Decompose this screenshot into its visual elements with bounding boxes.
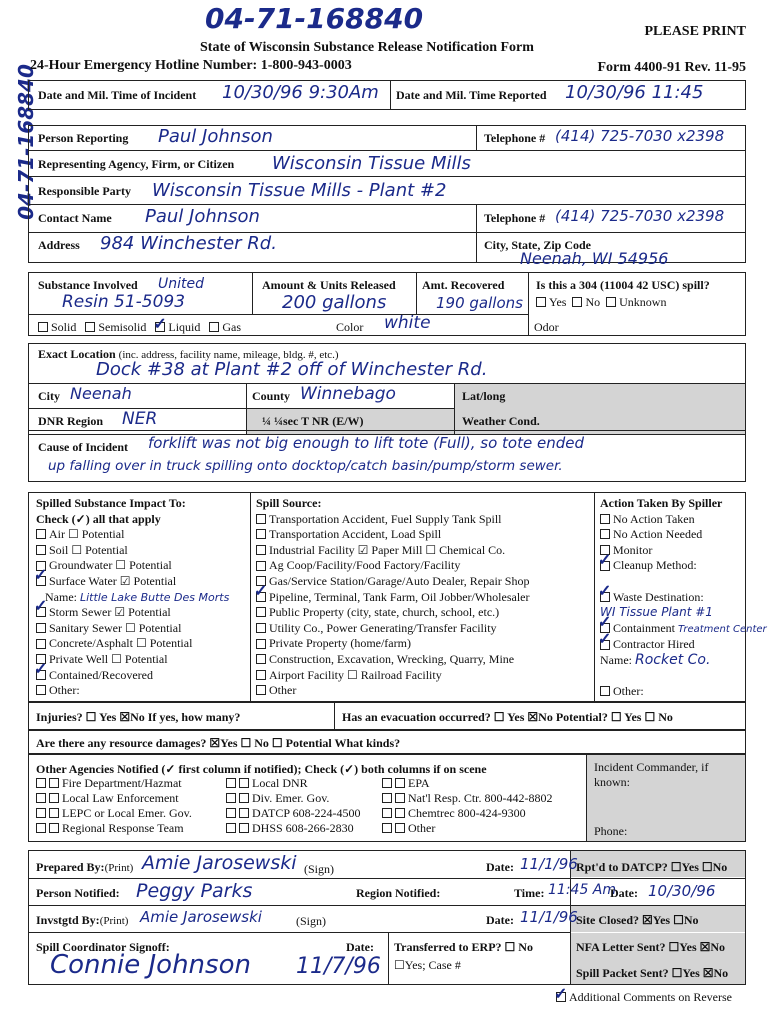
resource-damage-question[interactable]: Are there any resource damages? ☒Yes ☐ No ☐ Potential What kinds? (36, 736, 401, 750)
impact-soil[interactable]: Soil ☐ Potential (36, 543, 229, 559)
prepared-sign-label: (Sign) (304, 862, 334, 876)
impact-sanitary-sewer[interactable]: Sanitary Sewer ☐ Potential (36, 621, 229, 637)
hotline-number: 24-Hour Emergency Hotline Number: 1-800-943-0003 (30, 58, 352, 73)
region-notified-label: Region Notified: (356, 886, 441, 900)
city-state-zip-label: City, State, Zip Code (484, 238, 592, 252)
source-item[interactable]: Industrial Facility ☑ Paper Mill ☐ Chemical Co. (256, 543, 529, 559)
spill-packet[interactable]: Spill Packet Sent? ☐Yes ☒No (576, 966, 729, 980)
exact-location-label: Exact Location (inc. address, facility name, mileage, bldg. #, etc.) (38, 347, 339, 361)
gas-checkbox[interactable] (209, 322, 219, 332)
investigated-date-value[interactable]: 11/1/96 (520, 908, 578, 926)
transferred-erp[interactable]: Transferred to ERP? ☐ No (394, 940, 533, 954)
person-notified-value[interactable]: Peggy Parks (136, 880, 253, 902)
impact-private-well[interactable]: Private Well ☐ Potential (36, 652, 229, 668)
solid-checkbox[interactable] (38, 322, 48, 332)
action-item[interactable]: No Action Needed (600, 527, 767, 543)
telephone-value[interactable]: (414) 725-7030 x2398 (555, 127, 725, 145)
responsible-party-label: Responsible Party (38, 184, 131, 198)
incident-date-label: Date and Mil. Time of Incident (38, 88, 197, 102)
cause-line-1[interactable]: forklift was not big enough to lift tote (Full), so tote ended (148, 434, 584, 452)
time-value[interactable]: 11:45 Am (548, 882, 617, 898)
county-value[interactable]: Winnebago (300, 384, 396, 404)
investigated-by-value[interactable]: Amie Jarosewski (140, 908, 262, 926)
source-item[interactable]: ✓Pipeline, Terminal, Tank Farm, Oil Jobber/Wholesaler (256, 590, 529, 606)
prepared-by-label: Prepared By:(Print) (36, 860, 134, 874)
erp-case[interactable]: ☐Yes; Case # (394, 958, 461, 972)
city-value[interactable]: Neenah (70, 384, 132, 403)
amount-released-label: Amount & Units Released (262, 278, 396, 292)
dnr-region-value[interactable]: NER (122, 409, 158, 429)
cause-label: Cause of Incident (38, 440, 129, 454)
telephone2-value[interactable]: (414) 725-7030 x2398 (555, 207, 725, 225)
source-item[interactable]: Transportation Accident, Load Spill (256, 527, 529, 543)
substance-label: Substance Involved (38, 278, 138, 292)
source-column (256, 496, 529, 699)
action-item[interactable]: Monitor (600, 543, 767, 559)
time-label: Time: (514, 886, 545, 900)
spill-coordinator-label: Spill Coordinator Signoff: (36, 940, 170, 954)
source-item[interactable]: Utility Co., Power Generating/Transfer Facility (256, 621, 529, 637)
action-waste[interactable]: ✓Waste Destination: (600, 590, 767, 606)
person-reporting-value[interactable]: Paul Johnson (158, 126, 273, 147)
county-label: County (252, 389, 291, 403)
weather-label: Weather Cond. (462, 414, 540, 428)
agencies-col-1: Fire Department/Hazmat Local Law Enforcement LEPC or Local Emer. Gov. Regional Response Team (36, 776, 192, 836)
agency-label: Representing Agency, Firm, or Citizen (38, 157, 235, 171)
investigated-by-label: Invstgtd By:(Print) (36, 913, 129, 927)
source-title: Spill Source: (256, 496, 322, 510)
coordinator-date-value[interactable]: 11/7/96 (296, 954, 381, 979)
impact-title: Spilled Substance Impact To: (36, 496, 186, 510)
spill-304-question: Is this a 304 (11004 42 USC) spill? (536, 278, 710, 292)
semisolid-checkbox[interactable] (85, 322, 95, 332)
additional-comments-checkbox[interactable] (556, 992, 566, 1002)
spill-304-unknown-checkbox[interactable] (606, 297, 616, 307)
nfa-letter[interactable]: NFA Letter Sent? ☐Yes ☒No (576, 940, 726, 954)
source-item[interactable]: Ag Coop/Facility/Food Factory/Facility (256, 558, 529, 574)
source-item[interactable]: Transportation Accident, Fuel Supply Tank Spill (256, 512, 529, 528)
side-handwritten-number: 04-71-168840 (13, 64, 38, 220)
action-containment[interactable]: ✓Containment Treatment Center (600, 621, 767, 638)
source-item[interactable]: Gas/Service Station/Garage/Auto Dealer, Repair Shop (256, 574, 529, 590)
city-state-zip-value[interactable]: Neenah, WI 54956 (520, 249, 669, 268)
reported-date-value[interactable]: 10/30/96 11:45 (565, 82, 704, 103)
cause-line-2[interactable]: up falling over in truck spilling onto docktop/catch basin/pump/storm sewer. (48, 458, 563, 474)
liquid-checkbox[interactable] (155, 322, 165, 332)
impact-contained[interactable]: ✓Contained/Recovered (36, 668, 229, 684)
spill-304-yes-checkbox[interactable] (536, 297, 546, 307)
spill-coordinator-signature[interactable]: Connie Johnson (50, 950, 251, 980)
telephone2-label: Telephone # (484, 211, 546, 225)
amount-recovered-value[interactable]: 190 gallons (436, 294, 523, 312)
contact-name-label: Contact Name (38, 211, 112, 225)
investigated-sign-label: (Sign) (296, 914, 326, 928)
handwritten-form-number: 04-71-168840 (205, 2, 424, 35)
substance-state-options[interactable]: Solid Semisolid ✓ Liquid Gas (38, 320, 241, 335)
lat-long-label: Lat/long (462, 389, 506, 403)
agency-value[interactable]: Wisconsin Tissue Mills (272, 153, 471, 174)
source-item[interactable]: Construction, Excavation, Wrecking, Quarry, Mine (256, 652, 529, 668)
person-reporting-label: Person Reporting (38, 131, 129, 145)
reported-date-label: Date and Mil. Time Reported (396, 88, 547, 102)
prepared-date-label: Date: (486, 860, 514, 874)
impact-concrete[interactable]: Concrete/Asphalt ☐ Potential (36, 636, 229, 652)
action-column (600, 496, 767, 700)
please-print-label: PLEASE PRINT (644, 24, 746, 39)
phone-label: Phone: (594, 824, 628, 838)
spill-304-no-checkbox[interactable] (572, 297, 582, 307)
impact-air[interactable]: Air ☐ Potential (36, 527, 229, 543)
exact-location-value[interactable]: Dock #38 at Plant #2 off of Winchester Rd. (96, 359, 488, 380)
amount-recovered-label: Amt. Recovered (422, 278, 505, 292)
impact-surface-water[interactable]: ✓Surface Water ☑ Potential (36, 574, 229, 590)
notified-date-label: Date: (610, 886, 638, 900)
action-contractor[interactable]: ✓Contractor Hired (600, 637, 767, 653)
action-item[interactable]: ✓Cleanup Method: (600, 558, 767, 574)
action-title: Action Taken By Spiller (600, 496, 723, 510)
injuries-question[interactable]: Injuries? ☐ Yes ☒No If yes, how many? (36, 710, 241, 724)
rptd-datcp[interactable]: Rpt'd to DATCP? ☐Yes ☐No (576, 860, 728, 874)
substance-value-2[interactable]: Resin 51-5093 (62, 292, 186, 312)
source-item[interactable]: Other (256, 683, 529, 699)
contact-name-value[interactable]: Paul Johnson (145, 206, 260, 227)
impact-subtitle: Check (✓) all that apply (36, 511, 161, 526)
impact-column (36, 496, 229, 699)
site-closed[interactable]: Site Closed? ☒Yes ☐No (576, 913, 699, 927)
responsible-party-value[interactable]: Wisconsin Tissue Mills - Plant #2 (152, 180, 447, 201)
telephone-label: Telephone # (484, 131, 546, 145)
address-value[interactable]: 984 Winchester Rd. (100, 233, 277, 254)
color-label: Color (336, 320, 364, 334)
notified-date-value[interactable]: 10/30/96 (648, 882, 716, 900)
investigated-date-label: Date: (486, 913, 514, 927)
form-title: State of Wisconsin Substance Release Notification Form (200, 40, 534, 55)
additional-comments[interactable]: ✓Additional Comments on Reverse (556, 990, 732, 1005)
agencies-col-2: Local DNR Div. Emer. Gov. DATCP 608-224-4500 DHSS 608-266-2830 (226, 776, 361, 836)
amount-released-value[interactable]: 200 gallons (282, 292, 387, 313)
quarter-section-label: ¼ ¼sec T NR (E/W) (262, 414, 364, 428)
prepared-by-value[interactable]: Amie Jarosewski (142, 852, 297, 874)
dnr-region-label: DNR Region (38, 414, 103, 428)
impact-groundwater[interactable]: Groundwater ☐ Potential (36, 558, 229, 574)
prepared-date-value[interactable]: 11/1/96 (520, 855, 578, 873)
address-label: Address (38, 238, 80, 252)
city-label: City (38, 389, 60, 403)
spill-304-options[interactable]: Yes No Unknown (536, 295, 666, 310)
source-item[interactable]: Airport Facility ☐ Railroad Facility (256, 668, 529, 684)
action-item[interactable]: No Action Taken (600, 512, 767, 528)
incident-date-value[interactable]: 10/30/96 9:30Am (222, 82, 379, 103)
impact-storm-sewer[interactable]: ✓Storm Sewer ☑ Potential (36, 605, 229, 621)
agencies-col-3: EPA Nat'l Resp. Ctr. 800-442-8802 Chemtrec 800-424-9300 Other (382, 776, 553, 836)
evacuation-question[interactable]: Has an evacuation occurred? ☐ Yes ☒No Potential? ☐ Yes ☐ No (342, 710, 673, 724)
impact-surface-name[interactable]: Name: Little Lake Butte Des Morts (45, 589, 230, 604)
source-item[interactable]: Public Property (city, state, church, school, etc.) (256, 605, 529, 621)
incident-commander-label: Incident Commander, if known: (594, 760, 709, 789)
agencies-title: Other Agencies Notified (✓ first column if notified); Check (✓) both columns if on scene (36, 762, 487, 776)
impact-other[interactable]: Other: (36, 683, 229, 699)
action-waste-value[interactable]: WI Tissue Plant #1 (600, 605, 713, 620)
coordinator-date-label: Date: (346, 940, 374, 954)
color-value[interactable]: white (384, 313, 431, 333)
source-item[interactable]: Private Property (home/farm) (256, 636, 529, 652)
action-other[interactable]: Other: (600, 684, 767, 700)
form-number: Form 4400-91 Rev. 11-95 (597, 60, 746, 75)
substance-value-1[interactable]: United (158, 276, 204, 292)
odor-label: Odor (534, 320, 559, 334)
person-notified-label: Person Notified: (36, 886, 120, 900)
action-contractor-name[interactable]: Name: Rocket Co. (600, 651, 711, 668)
